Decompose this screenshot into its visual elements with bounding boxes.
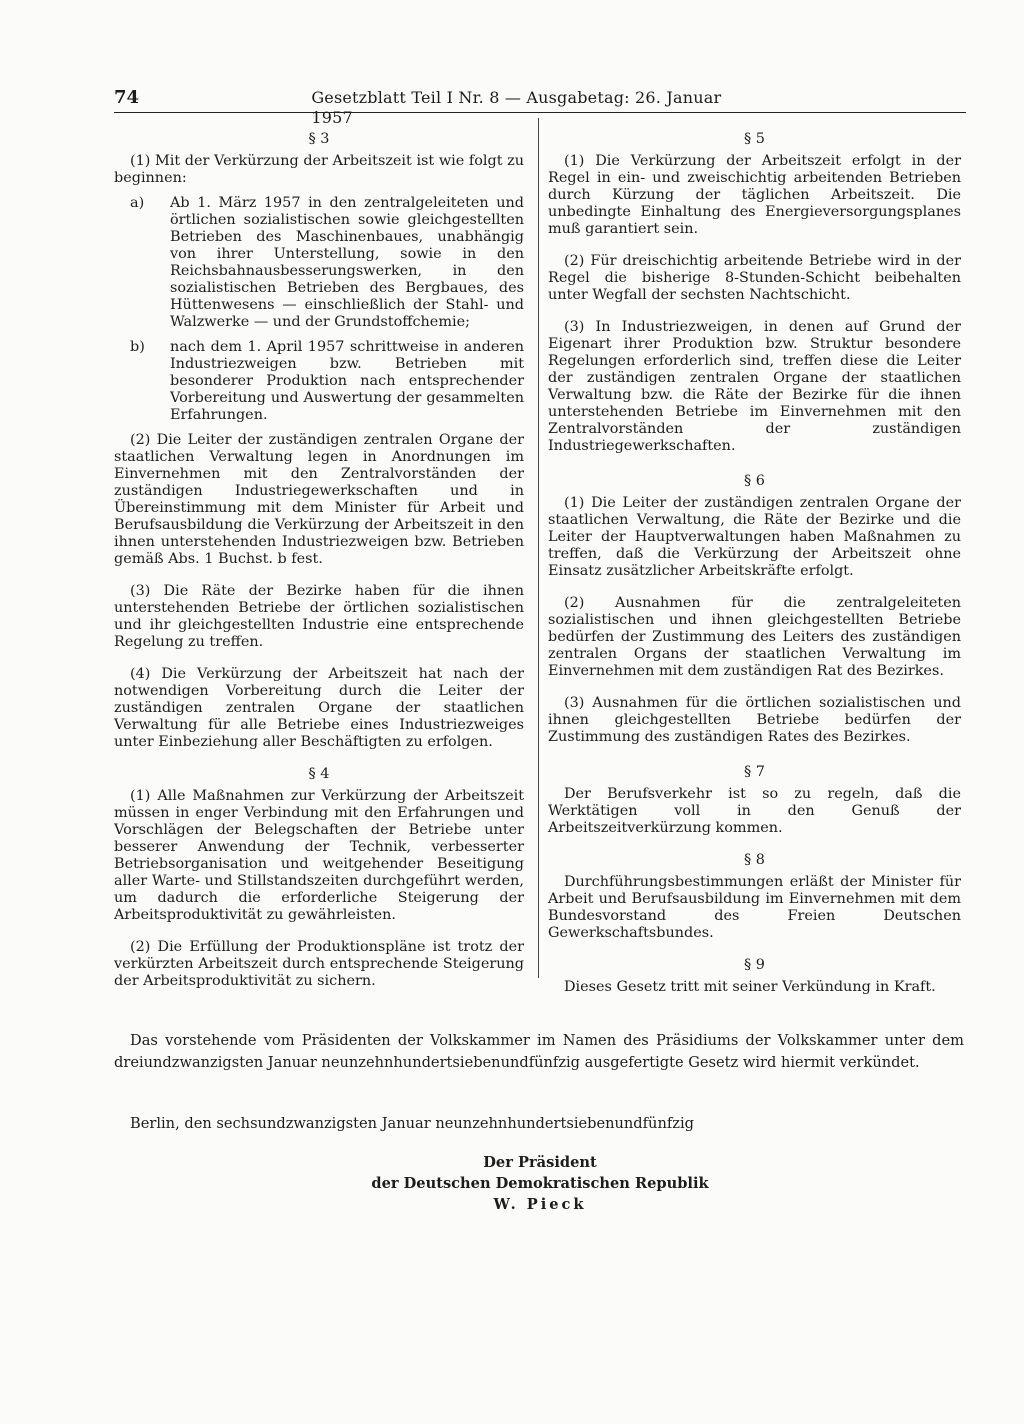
s3-item-a-label: a) (130, 195, 145, 211)
s3-item-a-text: Ab 1. März 1957 in den zentralgeleiteten und örtlichen sozialistischen sowie gleichgestellten Betrieben des Maschinenbaues, unabhängig von ihrer Unterstellung, sowie in den Reichsbahnausbesserungswerken, in den sozialistischen Betrieben des Bergbaues, des Hüttenwesens — einschließlich der Stahl- und Walzwerke — und der Grundstoffchemie; (170, 195, 524, 330)
section-heading-5: § 5 (744, 131, 765, 147)
proclamation-text: Das vorstehende vom Präsidenten der Volkskammer im Namen des Präsidiums der Volkskammer unter dem dreiundzwanzigsten Januar neunzehnhundertsiebenundfünfzig ausgefertigte Gesetz wird hiermit verkündet. (114, 1032, 964, 1071)
signature-block (330, 1152, 750, 1215)
page-header (114, 88, 762, 128)
section-heading-3: § 3 (308, 131, 330, 147)
signature-office: der Deutschen Demokratischen Republik (371, 1175, 709, 1192)
header-rule (114, 112, 966, 113)
section-heading-8: § 8 (744, 852, 765, 868)
header-title: Gesetzblatt Teil I Nr. 8 — Ausgabetag: 26. Januar 1957 (311, 88, 722, 127)
signature-title: Der Präsident (483, 1154, 597, 1171)
signature-name: W. Pieck (493, 1196, 587, 1213)
right-column (548, 131, 961, 1004)
section-heading-4: § 4 (308, 766, 330, 782)
s5-paragraph-3: (3) In Industriezweigen, in denen auf Grund der Eigenart ihrer Produktion bzw. Struktur besondere Regelungen erforderlich sind, treffen diese die Leiter der zuständigen zentralen Organe der staatlichen Verwaltung bzw. die Räte der Bezirke für die ihnen unterstehenden Betriebe im Einvernehmen mit den Zentralvorständen der zuständigen Industriegewerkschaften. (548, 319, 961, 454)
s3-item-b-text: nach dem 1. April 1957 schrittweise in anderen Industriezweigen bzw. Betrieben mit besonderer Produktion nach entsprechender Vorbereitung und Auswertung der gesammelten Erfahrungen. (170, 339, 524, 423)
place-date: Berlin, den sechsundzwanzigsten Januar neunzehnhundertsiebenundfünfzig (130, 1115, 694, 1132)
s3-paragraph-1: (1) Mit der Verkürzung der Arbeitszeit ist wie folgt zu beginnen: (114, 153, 524, 186)
s3-paragraph-4: (4) Die Verkürzung der Arbeitszeit hat nach der notwendigen Vorbereitung durch die Leiter der zuständigen zentralen Organe der staatlichen Verwaltung für alle Betriebe eines Industriezweiges unter Einbeziehung aller Beschäftigten zu erfolgen. (114, 666, 524, 750)
s3-item-b (114, 339, 524, 424)
column-divider (538, 118, 539, 978)
page-number: 74 (114, 87, 140, 108)
left-column (114, 131, 524, 998)
s9-paragraph-1: Dieses Gesetz tritt mit seiner Verkündung in Kraft. (564, 979, 936, 995)
s7-paragraph-1: Der Berufsverkehr ist so zu regeln, daß die Werktätigen voll in den Genuß der Arbeitszeitverkürzung kommen. (548, 786, 961, 836)
section-heading-9: § 9 (744, 957, 765, 973)
s5-paragraph-1: (1) Die Verkürzung der Arbeitszeit erfolgt in der Regel in ein- und zweischichtig arbeitenden Betrieben durch Kürzung der täglichen Arbeitszeit. Die unbedingte Einhaltung des Energieversorgungsplanes muß garantiert sein. (548, 153, 961, 237)
s3-paragraph-3: (3) Die Räte der Bezirke haben für die ihnen unterstehenden Betriebe der örtlichen sozialistischen und ihr gleichgestellten Industrie eine entsprechende Regelung zu treffen. (114, 583, 524, 650)
s5-paragraph-2: (2) Für dreischichtig arbeitende Betriebe wird in der Regel die bisherige 8-Stunden-Schicht beibehalten unter Wegfall der sechsten Nachtschicht. (548, 253, 961, 303)
s3-item-a (114, 195, 524, 331)
s4-paragraph-1: (1) Alle Maßnahmen zur Verkürzung der Arbeitszeit müssen in enger Verbindung mit den Erfahrungen und Vorschlägen der Belegschaften der Betriebe unter besserer Anwendung der Technik, verbesserter Betriebsorganisation und weitgehender Beseitigung aller Warte- und Stillstandszeiten durchgeführt werden, um dadurch die erforderliche Steigerung der Arbeitsproduktivität zu gewährleisten. (114, 788, 524, 923)
s6-paragraph-3: (3) Ausnahmen für die örtlichen sozialistischen und ihnen gleichgestellten Betriebe bedürfen der Zustimmung des zuständigen Rates des Bezirkes. (548, 695, 961, 745)
s8-paragraph-1: Durchführungsbestimmungen erläßt der Minister für Arbeit und Berufsausbildung im Einvernehmen mit dem Bundesvorstand des Freien Deutschen Gewerkschaftsbundes. (548, 874, 961, 941)
s3-item-b-label: b) (130, 339, 145, 355)
s3-paragraph-2: (2) Die Leiter der zuständigen zentralen Organe der staatlichen Verwaltung legen in Anordnungen im Einvernehmen mit den Zentralvorständen der zuständigen Industriegewerkschaften und in Übereinstimmung mit dem Minister für Arbeit und Berufsausbildung die Verkürzung der Arbeitszeit in den ihnen unterstehenden Industriezweigen bzw. Betrieben gemäß Abs. 1 Buchst. b fest. (114, 432, 524, 567)
section-heading-7: § 7 (744, 764, 765, 780)
s6-paragraph-2: (2) Ausnahmen für die zentralgeleiteten sozialistischen und ihnen gleichgestellten Betriebe bedürfen der Zustimmung des Leiters des zuständigen zentralen Organs der staatlichen Verwaltung im Einvernehmen mit dem zuständigen Rat des Bezirkes. (548, 595, 961, 679)
s4-paragraph-2: (2) Die Erfüllung der Produktionspläne ist trotz der verkürzten Arbeitszeit durch entsprechende Steigerung der Arbeitsproduktivität zu sichern. (114, 939, 524, 989)
section-heading-6: § 6 (744, 473, 765, 489)
s6-paragraph-1: (1) Die Leiter der zuständigen zentralen Organe der staatlichen Verwaltung, die Räte der Bezirke und die Leiter der Hauptverwaltungen haben Maßnahmen zu treffen, daß die Verkürzung der Arbeitszeit ohne Einsatz zusätzlicher Arbeitskräfte erfolgt. (548, 495, 961, 579)
